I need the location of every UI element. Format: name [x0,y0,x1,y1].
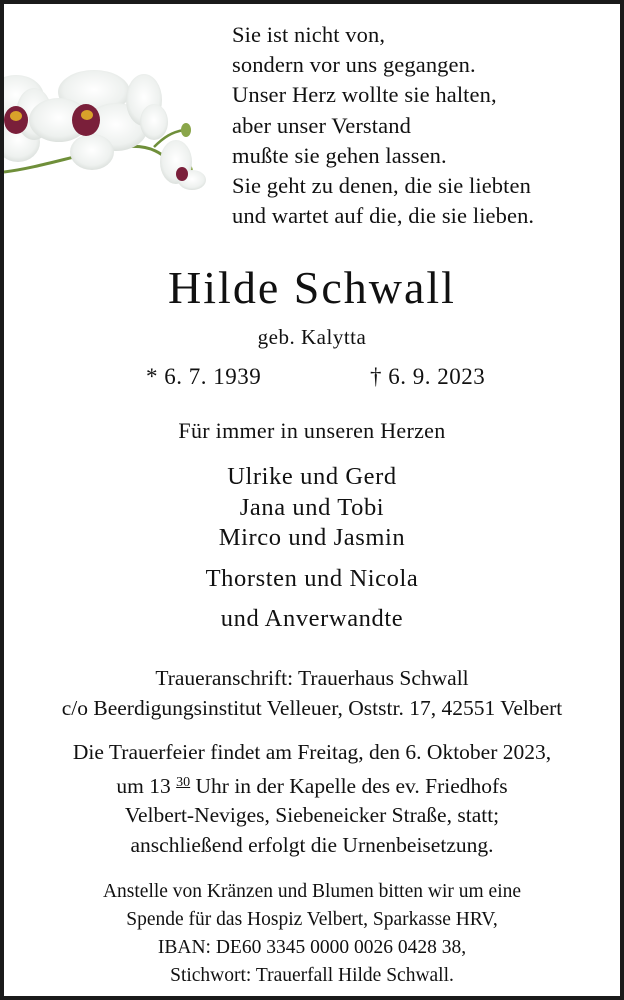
service-line: anschließend erfolgt die Urnenbeisetzung. [130,832,494,857]
donation-request [0,878,624,990]
mourner: Ulrike und Gerd [227,463,397,490]
service-location: Uhr in der Kapelle des ev. Friedhofs [190,773,508,798]
donation-line: Spende für das Hospiz Velbert, Sparkasse HRV, [126,909,498,930]
funeral-service-info [0,738,624,860]
poem-line: sondern vor uns gegangen. [232,52,476,78]
mourners-list [0,462,624,635]
service-time-hour: um 13 [116,773,171,798]
death-date: † 6. 9. 2023 [370,364,486,389]
poem [232,20,617,231]
mourning-address [0,663,624,723]
poem-line: Unser Herz wollte sie halten, [232,82,497,108]
poem-line: Sie ist nicht von, [232,22,386,47]
poem-line: und wartet auf die, die sie lieben. [232,203,535,229]
address-line: c/o Beerdigungsinstitut Velleuer, Oststr. 17, 42551 Velbert [61,696,563,720]
maiden-name: geb. Kalytta [257,325,367,349]
service-time-minutes: 30 [176,774,191,790]
orchid-illustration [4,52,209,222]
poem-line: mußte sie gehen lassen. [232,142,447,168]
service-line: Velbert-Neviges, Siebeneicker Straße, statt; [124,803,500,827]
donation-line: Anstelle von Kränzen und Blumen bitten wir um eine [102,881,522,902]
donation-line: Stichwort: Trauerfall Hilde Schwall. [170,965,454,986]
address-line: Traueranschrift: Trauerhaus Schwall [155,666,469,690]
mourner: und Anverwandte [220,605,404,632]
mourner: Mirco und Jasmin [218,524,406,551]
poem-line: Sie geht zu denen, die sie liebten [232,173,531,199]
mourner: Jana und Tobi [239,493,385,521]
dedication: Für immer in unseren Herzen [178,418,446,443]
birth-date: * 6. 7. 1939 [146,364,262,389]
mourner: Thorsten und Nicola [205,564,419,592]
service-time-line [0,768,624,802]
poem-line: aber unser Verstand [232,112,411,138]
deceased-name: Hilde Schwall [168,262,456,313]
donation-line: IBAN: DE60 3345 0000 0026 0428 38, [157,937,467,958]
service-line: Die Trauerfeier findet am Freitag, den 6. Oktober 2023, [72,740,552,764]
